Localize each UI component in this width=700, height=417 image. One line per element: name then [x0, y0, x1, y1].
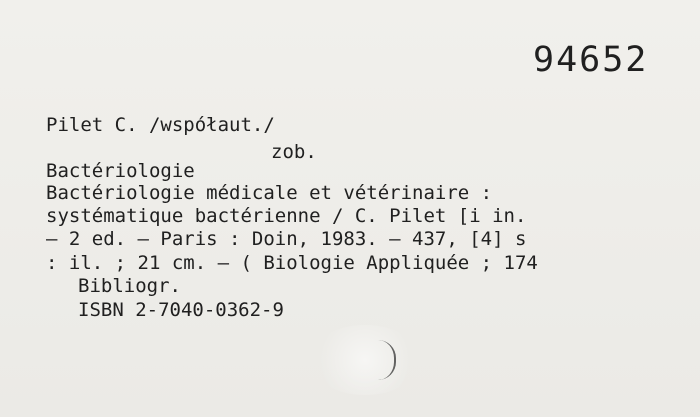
isbn-line: ISBN 2-7040-0362-9	[78, 299, 284, 321]
see-reference-line: zob.	[271, 141, 317, 163]
bibliography-note-line: Bibliogr.	[78, 275, 181, 297]
title-line: Bactériologie médicale et vétérinaire :	[46, 182, 493, 204]
paper-smudge	[310, 325, 420, 395]
subtitle-line: systématique bactérienne / C. Pilet [i in.	[46, 205, 527, 227]
subject-heading-line: Bactériologie	[46, 160, 195, 182]
author-line: Pilet C. /współaut./	[46, 114, 275, 136]
call-number: 94652	[533, 40, 649, 80]
publication-line: – 2 ed. – Paris : Doin, 1983. – 437, [4] s	[46, 228, 527, 250]
physical-description-line: : il. ; 21 cm. – ( Biologie Appliquée ; 174	[46, 252, 538, 274]
